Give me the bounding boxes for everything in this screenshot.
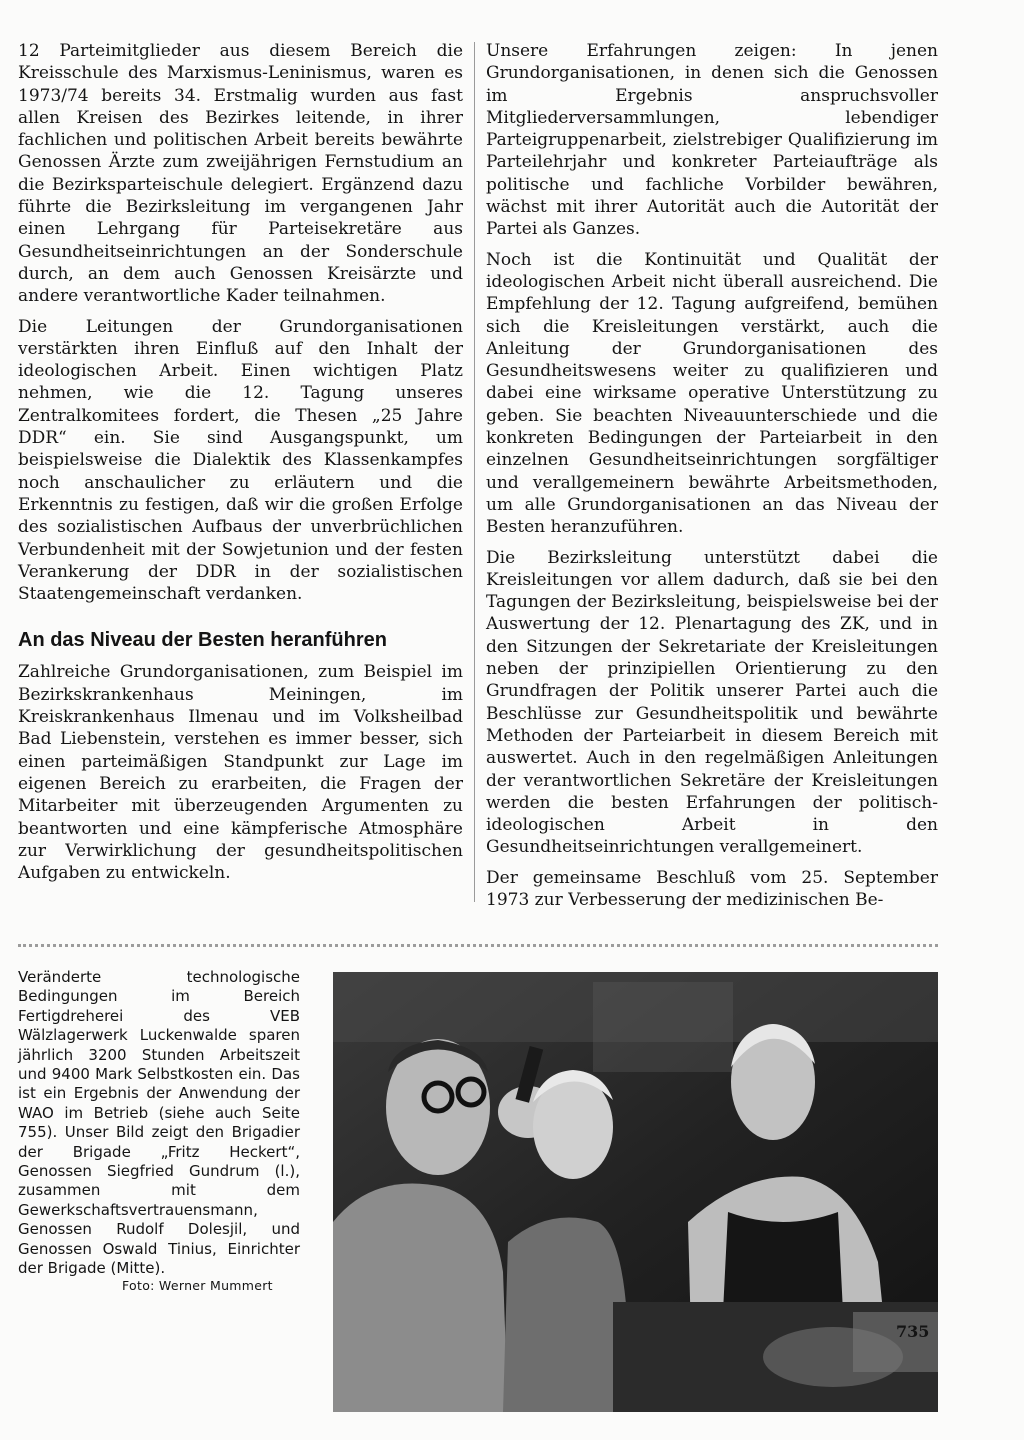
right-paragraph-4: Der gemeinsame Beschluß vom 25. September 1973 zur Verbesserung der medizinischen Be- <box>486 867 938 910</box>
right-paragraph-1: Unsere Erfahrungen zeigen: In jenen Grundorganisationen, in denen sich die Genossen im Ergebnis anspruchsvoller Mitgliederversammlungen, lebendiger Parteigruppenarbeit, zielstrebiger Qualifizierung im Parteilehrjahr und konkreter Parteiaufträge als politische und fachliche Vorbilder bewähren, wächst mit ihrer Autorität auch die Autorität der Partei als Ganzes. <box>486 41 938 240</box>
section-separator <box>18 944 938 947</box>
column-divider <box>474 42 475 902</box>
right-paragraph-2: Noch ist die Kontinuität und Qualität der ideologischen Arbeit nicht überall ausreichend. Die Empfehlung der 12. Tagung aufgreifend, bemühen sich die Kreisleitungen verstärkt, auch die Anleitung der Grundorganisationen des Gesundheitswesens weiter zu qualifizieren und dabei eine wirksame operative Unterstützung zu geben. Sie beachten Niveauunterschiede und die konkreten Bedingungen der Parteiarbeit in den einzelnen Gesundheitseinrichtungen sorgfältiger und verallgemeinern bewährte Arbeitsmethoden, um alle Grundorganisationen an das Niveau der Besten heranzuführen. <box>486 249 938 538</box>
left-paragraph-1: 12 Parteimitglieder aus diesem Bereich die Kreisschule des Marxismus-Leninismus, waren es 1973/74 bereits 34. Erstmalig wurden aus fast allen Kreisen des Bezirkes leitende, in ihrer fachlichen und politischen Arbeit bereits bewährte Genossen Ärzte zum zweijährigen Fernstudium an die Bezirksparteischule delegiert. Ergänzend dazu führte die Bezirksleitung im vergangenen Jahr einen Lehrgang für Parteisekretäre aus Gesundheitseinrichtungen an der Sonderschule durch, an dem auch Genossen Kreisärzte und andere verantwortliche Kader teilnahmen. <box>18 41 463 307</box>
left-paragraph-2: Die Leitungen der Grundorganisationen verstärkten ihren Einfluß auf den Inhalt der ideologischen Arbeit. Einen wichtigen Platz nehmen, wie die 12. Tagung unseres Zentralkomitees fordert, die Thesen „25 Jahre DDR“ ein. Sie sind Ausgangspunkt, um beispielsweise die Dialektik des Klassenkampfes noch anschaulicher zu erläutern und die Erkenntnis zu festigen, daß wir die großen Erfolge des sozialistischen Aufbaus der unverbrüchlichen Verbundenheit mit der Sowjetunion und der festen Verankerung der DDR in der sozialistischen Staatengemeinschaft verdanken. <box>18 316 463 605</box>
left-paragraph-3: Zahlreiche Grundorganisationen, zum Beispiel im Bezirkskrankenhaus Meiningen, im Kreiskrankenhaus Ilmenau und im Volksheilbad Bad Liebenstein, verstehen es immer besser, sich einen parteimäßigen Standpunkt zur Lage im eigenen Bereich zu erarbeiten, die Fragen der Mitarbeiter mit überzeugenden Argumenten zu beantworten und eine kämpferische Atmosphäre zur Verwirklichung der gesundheitspolitischen Aufgaben zu entwickeln. <box>18 662 463 884</box>
section-heading: An das Niveau der Besten heranführen <box>18 629 387 652</box>
photo-workers-at-lathe <box>333 972 938 1412</box>
photo-caption: Veränderte technologische Bedingungen im Bereich Fertigdreherei des VEB Wälzlagerwerk Luckenwalde sparen jährlich 3200 Stunden Arbeitszeit und 9400 Mark Selbstkosten ein. Das ist ein Ergebnis der Anwendung der WAO im Betrieb (siehe auch Seite 755). Unser Bild zeigt den Brigadier der Brigade „Fritz Heckert“, Genossen Siegfried Gundrum (l.), zusammen mit dem Gewerkschaftsvertrauensmann, Genossen Rudolf Dolesjil, und Genossen Oswald Tinius, Einrichter der Brigade (Mitte). <box>18 968 300 1278</box>
left-column <box>18 40 463 892</box>
right-column <box>486 40 938 919</box>
photo-credit: Foto: Werner Mummert <box>122 1278 273 1293</box>
right-paragraph-3: Die Bezirksleitung unterstützt dabei die Kreisleitungen vor allem dadurch, daß sie bei den Tagungen der Bezirksleitung, beispielsweise bei der Auswertung der 12. Plenartagung des ZK, und in den Sitzungen der Sekretariate der Kreisleitungen neben der prinzipiellen Orientierung zu den Grundfragen der Politik unserer Partei auch die Beschlüsse zur Gesundheitspolitik und bewährte Methoden der Parteiarbeit in diesem Bereich mit auswertet. Auch in den regelmäßigen Anleitungen der verantwortlichen Sekretäre der Kreisleitungen werden die besten Erfahrungen der politisch-ideologischen Arbeit in den Gesundheitseinrichtungen verallgemeinert. <box>486 547 938 858</box>
page-number: 735 <box>896 1322 930 1341</box>
